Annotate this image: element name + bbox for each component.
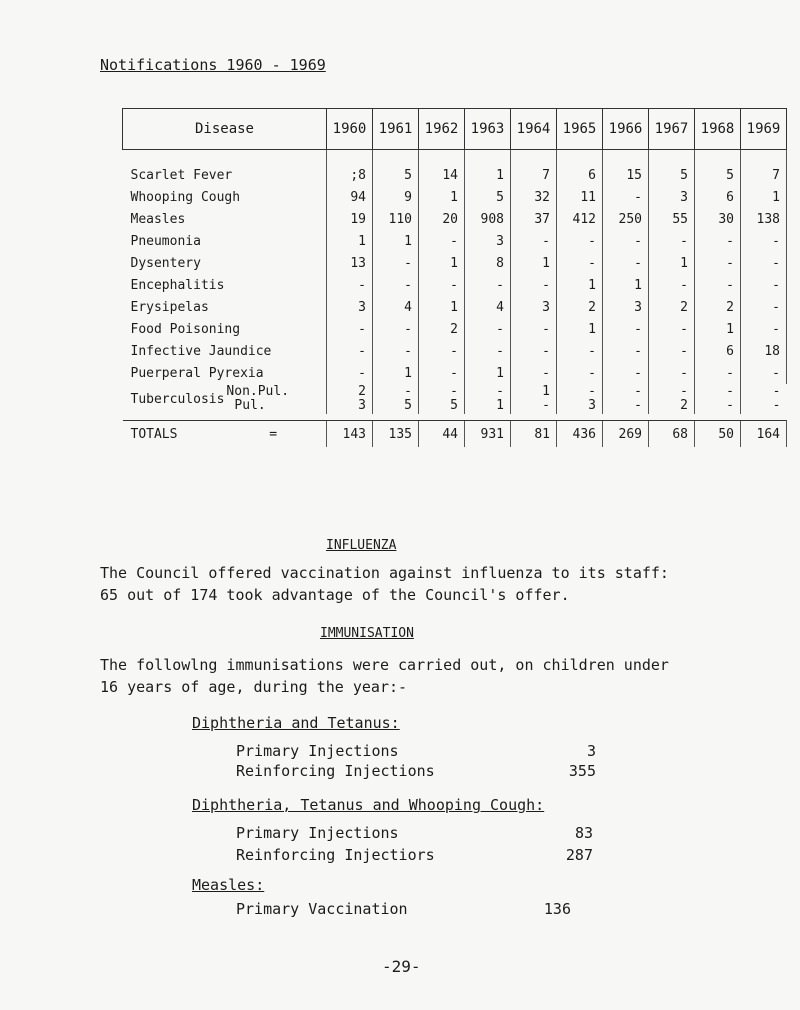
influenza-line-2: 65 out of 174 took advantage of the Council's offer.: [100, 586, 570, 604]
cell-value: -: [465, 274, 511, 296]
item-label: Reinforcing Injections: [236, 762, 435, 780]
cell-value: 5: [649, 150, 695, 187]
cell-value: -: [649, 318, 695, 340]
item-label: Primary Injections: [236, 824, 399, 842]
cell-value: -: [327, 362, 373, 384]
total-value: 436: [557, 421, 603, 448]
cell-value: -: [557, 362, 603, 384]
cell-value: 908: [465, 208, 511, 230]
total-value: 68: [649, 421, 695, 448]
cell-value: -: [465, 340, 511, 362]
cell-value: -: [557, 340, 603, 362]
cell-value: -: [327, 274, 373, 296]
cell-value: -: [603, 340, 649, 362]
year-header: 1969: [741, 109, 787, 150]
influenza-paragraph: [100, 562, 780, 606]
cell-value: 5: [465, 186, 511, 208]
item-label: Reinforcing Injectiors: [236, 846, 435, 864]
group-heading-dtw: Diphtheria, Tetanus and Whooping Cough:: [192, 796, 545, 814]
total-value: 81: [511, 421, 557, 448]
cell-value: -: [373, 252, 419, 274]
table-row: [123, 318, 787, 340]
tb-pul-value: 2: [680, 398, 688, 413]
cell-value: 4: [373, 296, 419, 318]
cell-value: -: [327, 340, 373, 362]
cell-value: 18: [741, 340, 787, 362]
cell-value: -: [741, 296, 787, 318]
cell-value: 1: [557, 318, 603, 340]
immunisation-line-2: 16 years of age, during the year:-: [100, 678, 408, 696]
cell-value: 250: [603, 208, 649, 230]
cell-value: 19: [327, 208, 373, 230]
cell-value: 6: [695, 340, 741, 362]
item-value: 3: [586, 742, 596, 760]
cell-value: 1: [695, 318, 741, 340]
cell-value: 9: [373, 186, 419, 208]
influenza-heading: INFLUENZA: [326, 538, 397, 553]
immunisation-line-1: The followlng immunisations were carried out, on children under: [100, 656, 669, 674]
cell-value: -: [695, 362, 741, 384]
year-header: 1962: [419, 109, 465, 150]
cell-value: 110: [373, 208, 419, 230]
tb-nonpul-value: -: [496, 384, 504, 399]
immunisation-heading: IMMUNISATION: [320, 626, 414, 641]
tb-pul-value: 5: [450, 398, 458, 413]
cell-value: 1: [419, 296, 465, 318]
cell-value: 1: [649, 252, 695, 274]
item-value: 83: [574, 824, 593, 842]
total-value: 50: [695, 421, 741, 448]
cell-value: 4: [465, 296, 511, 318]
group-heading-measles: Measles:: [192, 876, 265, 894]
cell-value: 32: [511, 186, 557, 208]
table-row: [123, 362, 787, 384]
tb-nonpul-value: -: [588, 384, 596, 399]
cell-value: 2: [419, 318, 465, 340]
table-row: [123, 230, 787, 252]
cell-value: -: [741, 252, 787, 274]
disease-name: Puerperal Pyrexia: [130, 365, 264, 381]
total-value: 143: [327, 421, 373, 448]
cell-value: 2: [557, 296, 603, 318]
table-row: [123, 340, 787, 362]
cell-value: 14: [419, 150, 465, 187]
disease-name: Measles: [130, 211, 186, 227]
year-header: 1966: [603, 109, 649, 150]
cell-value: -: [603, 252, 649, 274]
tb-pul-value: 3: [358, 398, 366, 413]
cell-value: -: [419, 362, 465, 384]
cell-value: 3: [465, 230, 511, 252]
cell-value: 37: [511, 208, 557, 230]
table-row: [123, 252, 787, 274]
disease-name: Erysipelas: [130, 299, 209, 315]
immunisation-paragraph: [100, 654, 780, 698]
cell-value: -: [695, 274, 741, 296]
table-row: [123, 208, 787, 230]
cell-value: -: [419, 274, 465, 296]
cell-value: -: [649, 274, 695, 296]
tb-nonpul-value: 2: [358, 384, 366, 399]
cell-value: -: [695, 252, 741, 274]
total-value: 44: [419, 421, 465, 448]
disease-name: Encephalitis: [130, 277, 225, 293]
cell-value: -: [511, 318, 557, 340]
tb-nonpul-value: -: [404, 384, 412, 399]
total-value: 269: [603, 421, 649, 448]
disease-name: Dysentery: [130, 255, 201, 271]
cell-value: 1: [511, 252, 557, 274]
cell-value: -: [327, 318, 373, 340]
totals-equals: =: [269, 426, 278, 442]
cell-value: 1: [419, 186, 465, 208]
disease-header: Disease: [123, 109, 327, 150]
cell-value: -: [741, 274, 787, 296]
cell-value: 2: [695, 296, 741, 318]
tb-pul-value: -: [542, 398, 550, 413]
influenza-line-1: The Council offered vaccination against influenza to its staff:: [100, 564, 669, 582]
tb-pul-value: -: [726, 398, 734, 413]
disease-name: Scarlet Fever: [130, 167, 233, 183]
notifications-table: [122, 108, 787, 447]
tb-pul-value: 1: [496, 398, 504, 413]
cell-value: -: [511, 362, 557, 384]
cell-value: 15: [603, 150, 649, 187]
cell-value: 20: [419, 208, 465, 230]
tb-nonpul-value: -: [450, 384, 458, 399]
cell-value: -: [741, 362, 787, 384]
totals-label: TOTALS: [130, 426, 178, 442]
cell-value: 3: [511, 296, 557, 318]
cell-value: -: [373, 274, 419, 296]
cell-value: -: [557, 252, 603, 274]
cell-value: 5: [373, 150, 419, 187]
tb-pul-value: -: [634, 398, 642, 413]
cell-value: 1: [465, 362, 511, 384]
cell-value: 2: [649, 296, 695, 318]
group-heading-dt: Diphtheria and Tetanus:: [192, 714, 400, 732]
item-label: Primary Injections: [236, 742, 399, 760]
cell-value: -: [603, 230, 649, 252]
cell-value: -: [465, 318, 511, 340]
cell-value: -: [373, 340, 419, 362]
cell-value: 3: [327, 296, 373, 318]
disease-name: Whooping Cough: [130, 189, 241, 205]
table-header-row: [123, 109, 787, 150]
cell-value: 11: [557, 186, 603, 208]
tb-nonpul-value: 1: [542, 384, 550, 399]
tb-nonpul-value: -: [726, 384, 734, 399]
cell-value: -: [649, 230, 695, 252]
cell-value: 1: [741, 186, 787, 208]
cell-value: -: [511, 230, 557, 252]
tb-nonpul-value: -: [680, 384, 688, 399]
disease-name: Infective Jaundice: [130, 343, 272, 359]
page-number: -29-: [382, 957, 421, 976]
cell-value: -: [649, 340, 695, 362]
cell-value: -: [603, 362, 649, 384]
cell-value: 30: [695, 208, 741, 230]
cell-value: 5: [695, 150, 741, 187]
total-value: 135: [373, 421, 419, 448]
table-row: [123, 186, 787, 208]
cell-value: -: [511, 340, 557, 362]
year-header: 1964: [511, 109, 557, 150]
year-header: 1968: [695, 109, 741, 150]
cell-value: -: [603, 318, 649, 340]
cell-value: 1: [465, 150, 511, 187]
cell-value: 13: [327, 252, 373, 274]
total-value: 931: [465, 421, 511, 448]
cell-value: -: [557, 230, 603, 252]
year-header: 1961: [373, 109, 419, 150]
cell-value: 1: [327, 230, 373, 252]
item-value: 355: [568, 762, 596, 780]
cell-value: 55: [649, 208, 695, 230]
table-row-totals: [123, 421, 787, 448]
disease-name: Pneumonia: [130, 233, 201, 249]
item-label: Primary Vaccination: [236, 900, 408, 918]
item-value: 136: [543, 900, 571, 918]
tb-pul-value: 5: [404, 398, 412, 413]
tb-pul-value: 3: [588, 398, 596, 413]
tb-pul-value: -: [772, 398, 781, 413]
cell-value: 7: [511, 150, 557, 187]
cell-value: -: [511, 274, 557, 296]
cell-value: 8: [465, 252, 511, 274]
tb-nonpul-value: -: [634, 384, 642, 399]
cell-value: 3: [603, 296, 649, 318]
cell-value: 1: [373, 230, 419, 252]
tb-sub-pul: Pul.: [234, 398, 266, 413]
tb-nonpul-value: -: [772, 384, 781, 399]
cell-value: 3: [649, 186, 695, 208]
cell-value: -: [419, 340, 465, 362]
cell-value: 1: [373, 362, 419, 384]
cell-value: -: [649, 362, 695, 384]
cell-value: -: [373, 318, 419, 340]
cell-value: -: [741, 230, 787, 252]
table-row: [123, 274, 787, 296]
year-header: 1963: [465, 109, 511, 150]
page-title: Notifications 1960 - 1969: [100, 56, 326, 74]
disease-name: Food Poisoning: [130, 321, 241, 337]
table-row: [123, 296, 787, 318]
cell-value: 7: [741, 150, 787, 187]
cell-value: -: [603, 186, 649, 208]
item-value: 287: [565, 846, 593, 864]
cell-value: 138: [741, 208, 787, 230]
cell-value: -: [419, 230, 465, 252]
cell-value: 6: [557, 150, 603, 187]
cell-value: 412: [557, 208, 603, 230]
year-header: 1967: [649, 109, 695, 150]
cell-value: 1: [603, 274, 649, 296]
tb-sub-nonpul: Non.Pul.: [226, 384, 290, 399]
table-row-tuberculosis: [123, 384, 787, 414]
year-header: 1960: [327, 109, 373, 150]
cell-value: -: [695, 230, 741, 252]
cell-value: 1: [557, 274, 603, 296]
cell-value: 6: [695, 186, 741, 208]
cell-value: 1: [419, 252, 465, 274]
table-row: [123, 150, 787, 187]
cell-value: ;8: [327, 150, 373, 187]
total-value: 164: [741, 421, 787, 448]
cell-value: -: [741, 318, 787, 340]
cell-value: 94: [327, 186, 373, 208]
tb-label: Tuberculosis: [130, 391, 225, 407]
year-header: 1965: [557, 109, 603, 150]
